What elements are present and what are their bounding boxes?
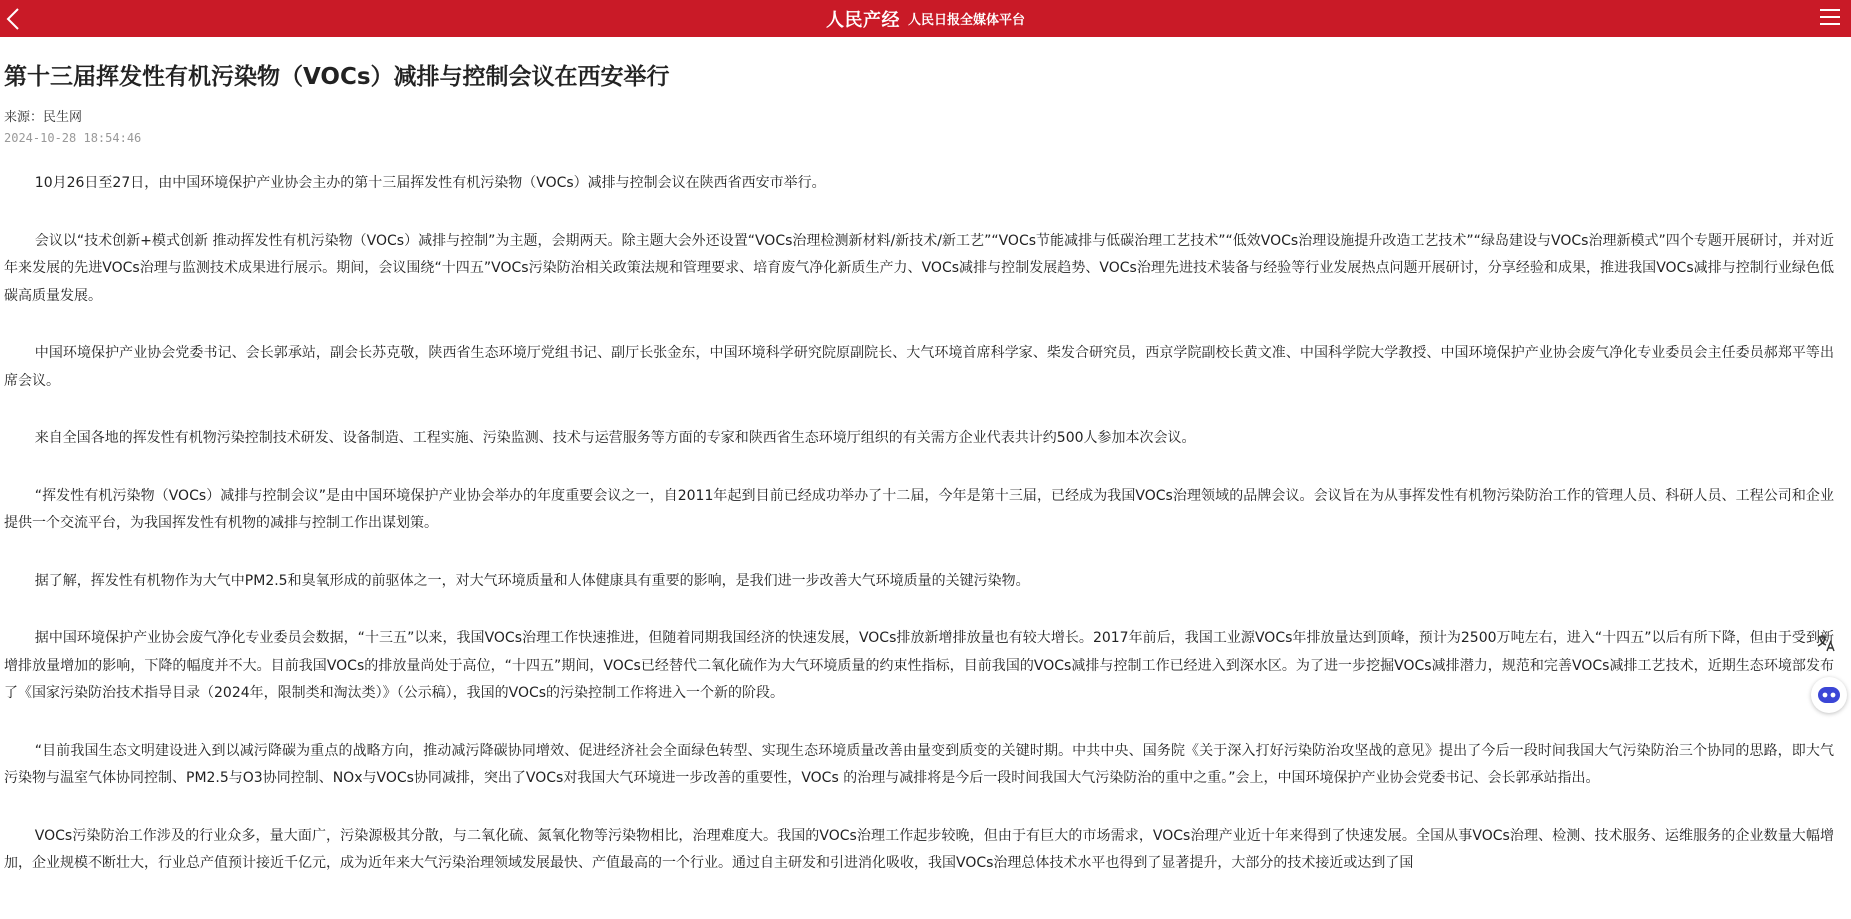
translate-button[interactable] <box>1815 633 1837 655</box>
top-header-bar <box>0 0 1851 37</box>
article-paragraph: 据中国环境保护产业协会废气净化专业委员会数据，“十三五”以来，我国VOCs治理工作快速推进，但随着同期我国经济的快速发展，VOCs排放新增排放量也有较大增长。2017年前后，我国工业源VOCs年排放量达到顶峰，预计为2500万吨左右，进入“十四五”以后有所下降，但由于受到新增排放量增加的影响，下降的幅度并不大。目前我国VOCs的排放量尚处于高位，“十四五”期间，VOCs已经替代二氧化硫作为大气环境质量的约束性指标，目前我国的VOCs减排与控制工作已经进入到深水区。为了进一步挖掘VOCs减排潜力，规范和完善VOCs减排工艺技术，近期生态环境部发布了《国家污染防治技术指导目录（2024年，限制类和淘汰类）》（公示稿），我国的VOCs的污染控制工作将进入一个新的阶段。 <box>4 630 1834 701</box>
article-paragraph: 据了解，挥发性有机物作为大气中PM2.5和臭氧形成的前驱体之一，对大气环境质量和人体健康具有重要的影响，是我们进一步改善大气环境质量的关键污染物。 <box>34 572 1030 589</box>
menu-button[interactable] <box>1819 9 1841 29</box>
assistant-bot-icon <box>1816 684 1842 706</box>
article-paragraph: 中国环境保护产业协会党委书记、会长郭承站，副会长苏克敬，陕西省生态环境厅党组书记、副厅长张金东，中国环境科学研究院原副院长、大气环境首席科学家、柴发合研究员，西京学院副校长黄文准、中国科学院大学教授、中国环境保护产业协会废气净化专业委员会主任委员郝郑平等出席会议。 <box>4 345 1834 389</box>
article-paragraph: VOCs污染防治工作涉及的行业众多，量大面广，污染源极其分散，与二氧化硫、氮氧化物等污染物相比，治理难度大。我国的VOCs治理工作起步较晚，但由于有巨大的市场需求，VOCs治理产业近十年来得到了快速发展。全国从事VOCs治理、检测、技术服务、运维服务的企业数量大幅增加，企业规模不断壮大，行业总产值预计接近千亿元，成为近年来大气污染治理领域发展最快、产值最高的一个行业。通过自主研发和引进消化吸收，我国VOCs治理总体技术水平也得到了显著提升，大部分的技术接近或达到了国 <box>4 827 1834 871</box>
article-timestamp: 2024-10-28 18:54:46 <box>4 131 142 145</box>
article-title: 第十三届挥发性有机污染物（VOCs）减排与控制会议在西安举行 <box>4 64 670 90</box>
translate-icon <box>1816 633 1836 653</box>
brand-name: 人民产经 <box>825 9 900 31</box>
article <box>4 37 1834 908</box>
brand-header <box>0 0 1851 37</box>
article-body <box>4 170 1834 878</box>
hamburger-menu-icon <box>1820 9 1840 11</box>
article-paragraph: 来自全国各地的挥发性有机物污染控制技术研发、设备制造、工程实施、污染监测、技术与运营服务等方面的专家和陕西省生态环境厅组织的有关需方企业代表共计约500人参加本次会议。 <box>34 430 1196 446</box>
article-paragraph: 10月26日至27日，由中国环境保护产业协会主办的第十三届挥发性有机污染物（VOCs）减排与控制会议在陕西省西安市举行。 <box>34 175 826 191</box>
article-paragraph: “目前我国生态文明建设进入到以减污降碳为重点的战略方向，推动减污降碳协同增效、促进经济社会全面绿色转型、实现生态环境质量改善由量变到质变的关键时期。中共中央、国务院《关于深入打好污染防治攻坚战的意见》提出了今后一段时间我国大气污染防治三个协同的思路，即大气污染物与温室气体协同控制、PM2.5与O3协同控制、NOx与VOCs协同减排，突出了VOCs对我国大气环境进一步改善的重要性，VOCs 的治理与减排将是今后一段时间我国大气污染防治的重中之重。”会上，中国环境保护产业协会党委书记、会长郭承站指出。 <box>4 742 1834 786</box>
brand-slogan: 人民日报全媒体平台 <box>907 13 1025 28</box>
article-paragraph: 会议以“技术创新+模式创新 推动挥发性有机污染物（VOCs）减排与控制”为主题，会期两天。除主题大会外还设置“VOCs治理检测新材料/新技术/新工艺”“VOCs节能减排与低碳治理工艺技术”“低效VOCs治理设施提升改造工艺技术”“绿岛建设与VOCs治理新模式”四个专题开展研讨，并对近年来发展的先进VOCs治理与监测技术成果进行展示。期间，会议围绕“十四五”VOCs污染防治相关政策法规和管理要求、培育废气净化新质生产力、VOCs减排与控制发展趋势、VOCs治理先进技术装备与经验等行业发展热点问题开展研讨，分享经验和成果，推进我国VOCs减排与控制行业绿色低碳高质量发展。 <box>4 232 1834 304</box>
assistant-button[interactable] <box>1811 677 1847 713</box>
article-source: 来源：民生网 <box>4 110 83 125</box>
article-paragraph: “挥发性有机污染物（VOCs）减排与控制会议”是由中国环境保护产业协会举办的年度重要会议之一，自2011年起到目前已经成功举办了十二届，今年是第十三届，已经成为我国VOCs治理领域的品牌会议。会议旨在为从事挥发性有机物污染防治工作的管理人员、科研人员、工程公司和企业提供一个交流平台，为我国挥发性有机物的减排与控制工作出谋划策。 <box>4 487 1834 531</box>
